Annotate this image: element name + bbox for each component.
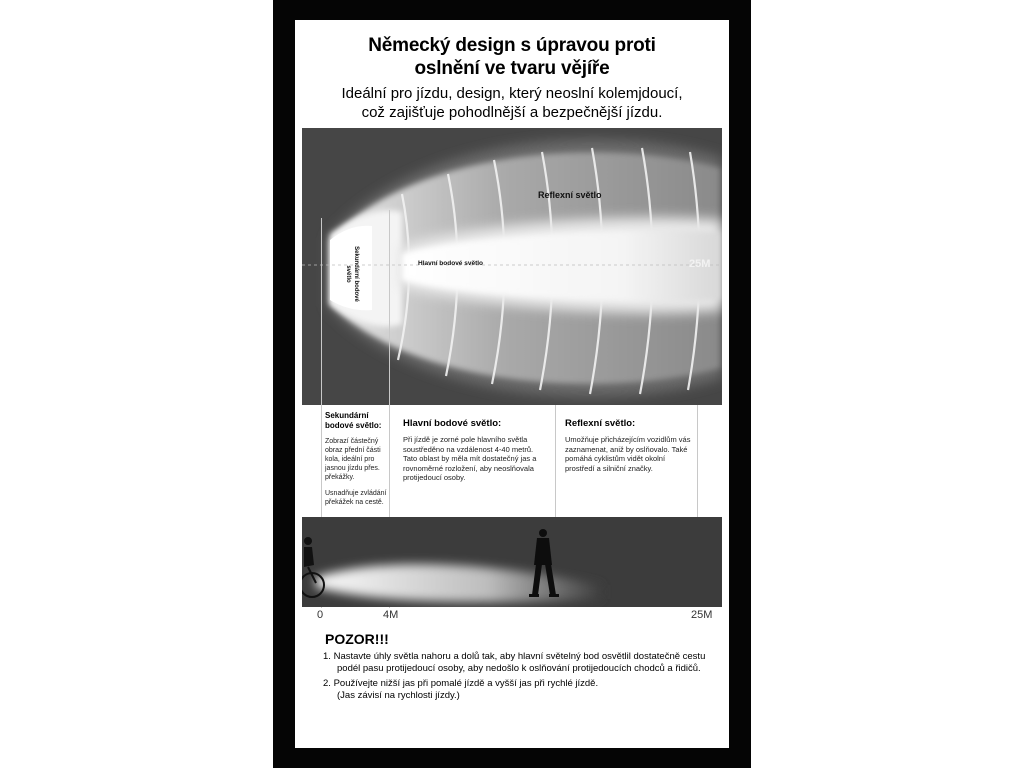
road-light-beam bbox=[316, 564, 602, 602]
main-light-label: Hlavní bodové světlo bbox=[418, 260, 484, 267]
warning-title: POZOR!!! bbox=[325, 631, 389, 647]
warning-item-2-number: 2. bbox=[323, 678, 331, 689]
column-main bbox=[403, 418, 545, 483]
scale-label-25m: 25M bbox=[691, 609, 713, 621]
scale-label-0: 0 bbox=[317, 609, 324, 621]
title-line-1: Německý design s úpravou proti bbox=[368, 35, 656, 56]
column-reflex-text: Umožňuje přicházejícím vozidlům vás zaznamenat, aniž by oslňovalo. Také pomáhá cyklistům vidět okolní prostředí a silniční značky. bbox=[565, 435, 691, 473]
warning-item-2-text: Používejte nižší jas při pomalé jízdě a vyšší jas při rychlé jízdě. bbox=[333, 678, 599, 689]
scale-label-4m: 4M bbox=[383, 609, 399, 621]
column-secondary-text-2: Usnadňuje zvládání překážek na cestě. bbox=[325, 490, 387, 506]
page-title bbox=[295, 34, 729, 80]
road-scene bbox=[302, 517, 722, 607]
warning-item-1-number: 1. bbox=[323, 651, 331, 662]
road-scene-graphic bbox=[302, 517, 722, 607]
guide-line-mid bbox=[555, 405, 556, 517]
subtitle-line-1: Ideální pro jízdu, design, který neoslní kolemjdoucí, bbox=[341, 85, 683, 102]
guide-line-25m bbox=[697, 405, 698, 517]
column-secondary-text-1: Zobrazí částečný obraz přední části kola, ideální pro jasnou jízdu přes. překážky. bbox=[325, 438, 381, 481]
warning-item-2 bbox=[323, 678, 723, 702]
page-subtitle bbox=[295, 84, 729, 122]
column-main-text: Při jízdě je zorné pole hlavního světla soustředěno na vzdálenost 4-40 metrů. Tato oblast by měla mít dostatečný jas a rovnoměrné rozložení, aby neoslňovala protijedoucí osoby. bbox=[403, 435, 537, 482]
column-reflex-heading: Reflexní světlo: bbox=[565, 418, 636, 429]
warning-item-2-note: (Jas závisí na rychlosti jízdy.) bbox=[337, 690, 460, 701]
column-reflex bbox=[565, 418, 691, 473]
column-secondary-heading: Sekundární bodové světlo: bbox=[325, 411, 382, 430]
column-main-heading: Hlavní bodové světlo: bbox=[403, 418, 502, 429]
subtitle-line-2: což zajišťuje pohodlnější a bezpečnější jízdu. bbox=[361, 104, 663, 121]
beam-pattern-diagram bbox=[302, 128, 722, 405]
title-line-2: oslnění ve tvaru vějíře bbox=[414, 58, 610, 79]
column-secondary bbox=[325, 411, 387, 507]
reflex-light-label: Reflexní světlo bbox=[538, 190, 602, 200]
warning-item-1-text: Nastavte úhly světla nahoru a dolů tak, aby hlavní světelný bod osvětlil dostatečně cestu podél pasu protijedoucí osoby, aby nedošlo k oslňování protijedoucích chodců a řidičů. bbox=[333, 651, 706, 674]
beam-pattern-graphic bbox=[302, 128, 722, 405]
secondary-light-label: Sekundární bodové světlo bbox=[345, 246, 359, 302]
warning-list bbox=[323, 651, 723, 705]
warning-item-1 bbox=[323, 651, 723, 675]
beam-distance-label: 25M bbox=[689, 258, 711, 270]
